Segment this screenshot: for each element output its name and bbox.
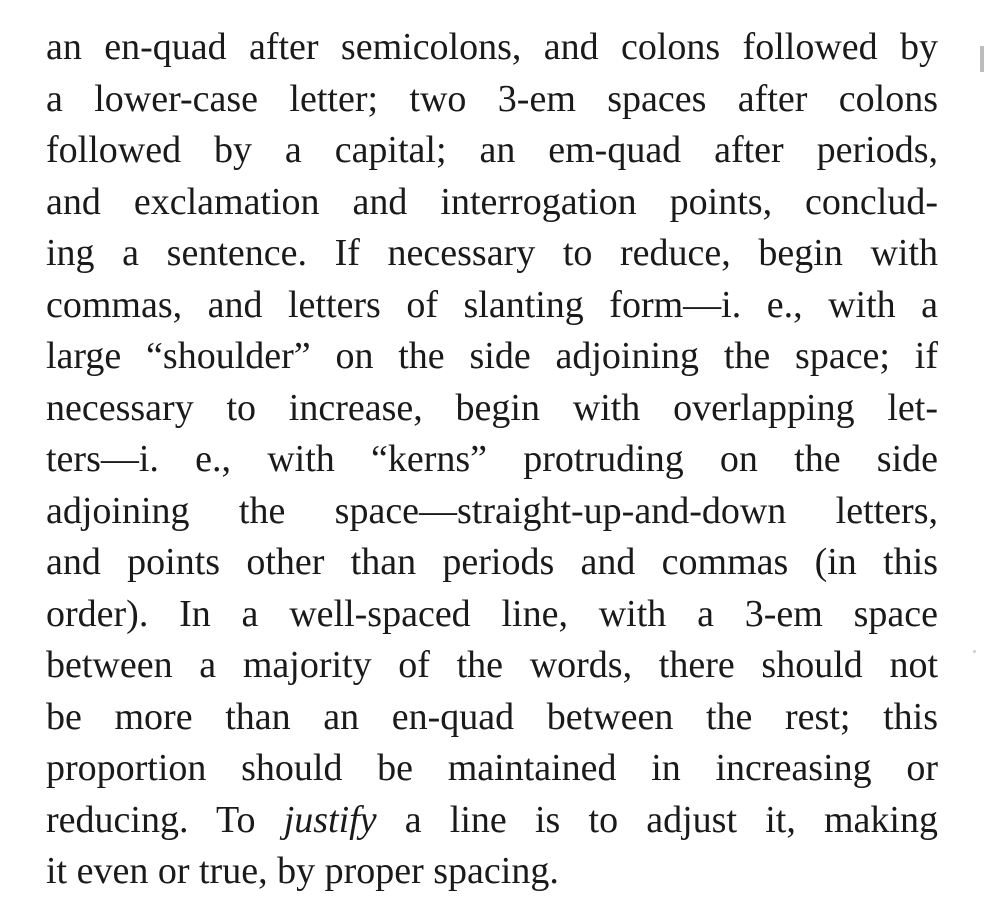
text-segment-before: reducing. To — [46, 798, 284, 841]
text-line-3: followed by a capital; an em-quad after periods, — [46, 129, 938, 171]
text-line-11: and points other than periods and commas (in this — [46, 541, 938, 583]
text-line-14: be more than an en-quad between the rest; this — [46, 695, 938, 738]
text-line-8: necessary to increase, begin with overlapping let- — [46, 386, 938, 429]
text-line-17: it even or true, by proper spacing. — [46, 850, 559, 892]
text-line-7: large “shoulder” on the side adjoining the space; if — [46, 335, 938, 377]
text-line-2: a lower-case letter; two 3-em spaces after colons — [46, 77, 938, 120]
text-line-16 — [46, 795, 938, 847]
scan-speck — [973, 650, 976, 653]
text-line-10: adjoining the space—straight-up-and-down letters, — [46, 489, 938, 532]
page-edge-mark — [980, 46, 984, 72]
text-line-12: order). In a well-spaced line, with a 3-em space — [46, 592, 938, 635]
text-line-9: ters—i. e., with “kerns” protruding on the side — [46, 438, 938, 480]
text-segment-after: a line is to adjust it, making — [376, 798, 938, 841]
text-line-15: proportion should be maintained in increasing or — [46, 747, 938, 789]
text-line-5: ing a sentence. If necessary to reduce, begin with — [46, 232, 938, 274]
text-line-6: commas, and letters of slanting form—i. e., with a — [46, 283, 938, 326]
italic-word: justify — [283, 798, 377, 841]
text-line-4: and exclamation and interrogation points, conclud- — [46, 180, 938, 223]
text-line-13: between a majority of the words, there should not — [46, 644, 938, 686]
document-page — [46, 22, 938, 902]
text-line-1: an en-quad after semicolons, and colons followed by — [46, 26, 938, 68]
